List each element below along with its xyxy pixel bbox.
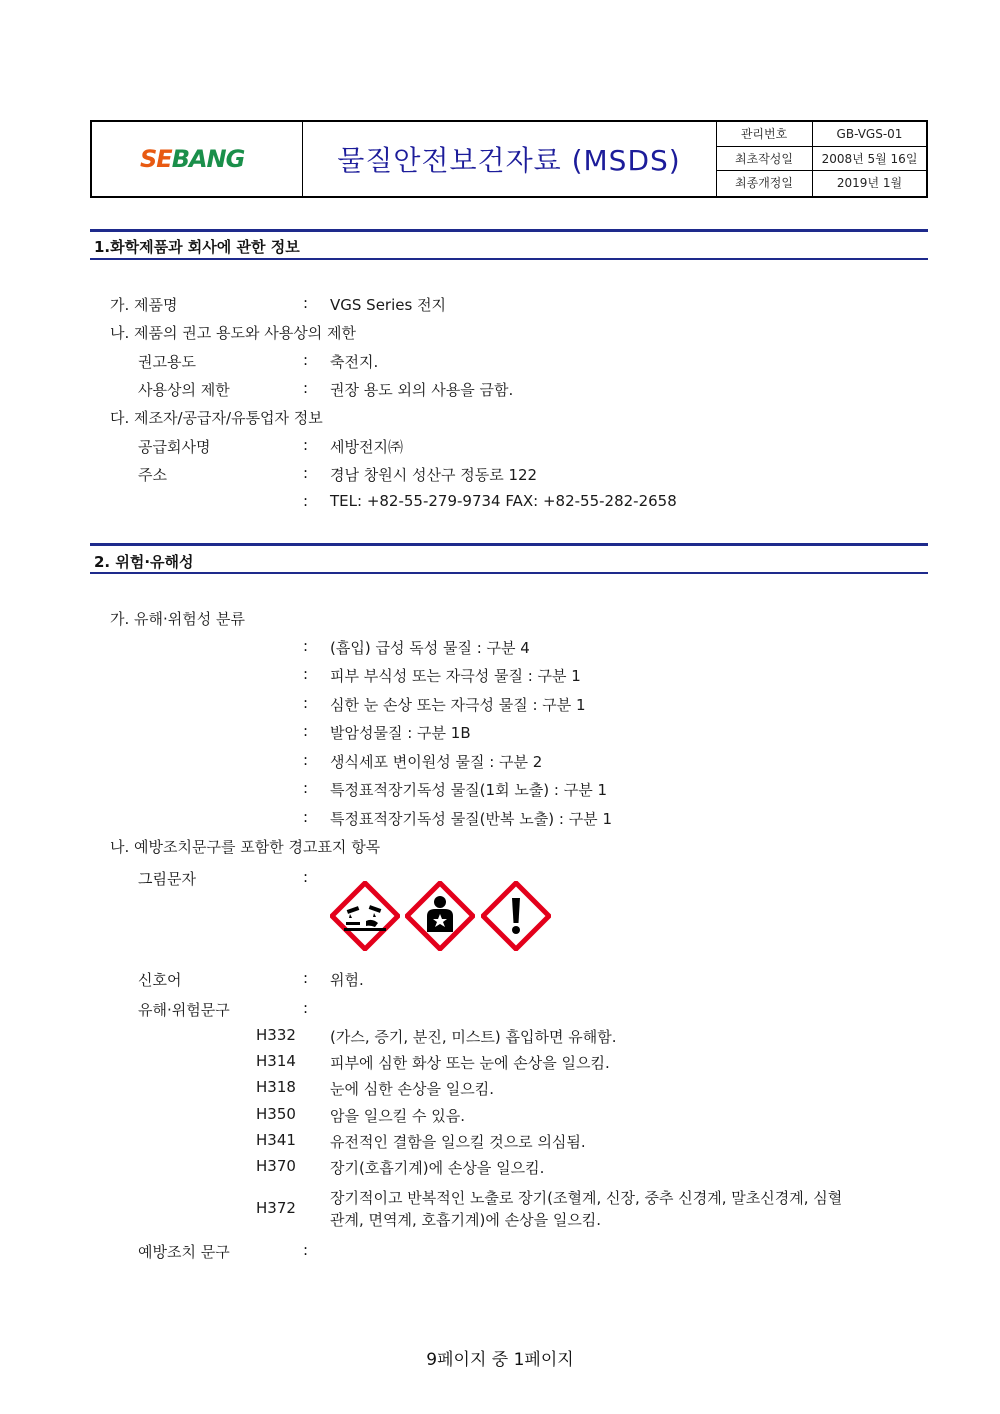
section-divider (90, 543, 928, 546)
hazard-code: H350 (256, 1105, 296, 1123)
document-title: 물질안전보건자료 (MSDS) (337, 144, 681, 177)
colon: : (303, 751, 309, 769)
hazard-statement: (가스, 증기, 분진, 미스트) 흡입하면 유해함. (330, 1028, 617, 1046)
hazard-class: 심한 눈 손상 또는 자극성 물질 : 구분 1 (330, 696, 586, 714)
colon: : (303, 969, 309, 987)
hazard-class: (흡입) 급성 독성 물질 : 구분 4 (330, 639, 530, 657)
section-2-title: 2. 위험·유해성 (94, 553, 194, 571)
hazard-statement-line: 장기적이고 반복적인 노출로 장기(조혈계, 신장, 중추 신경계, 말초신경계, 심혈 (330, 1189, 843, 1207)
hazard-statement: 유전적인 결함을 일으킬 것으로 의심됨. (330, 1133, 586, 1151)
colon: : (303, 808, 309, 826)
colon: : (303, 694, 309, 712)
meta-row (716, 147, 926, 172)
product-label: 가. 제품명 (110, 296, 178, 314)
hazard-code: H372 (256, 1199, 296, 1217)
logo-part-se: SE (140, 145, 172, 173)
meta-value: GB-VGS-01 (836, 127, 903, 141)
meta-label: 관리번호 (716, 122, 813, 146)
hazard-code: H341 (256, 1131, 296, 1149)
colon: : (303, 492, 309, 510)
product-value: VGS Series 전지 (330, 296, 447, 314)
maker-heading: 다. 제조자/공급자/유통업자 정보 (110, 409, 323, 427)
colon: : (303, 351, 309, 369)
precaution-label: 예방조치 문구 (138, 1243, 230, 1261)
address-label: 주소 (138, 466, 167, 484)
meta-row (716, 171, 926, 196)
class-heading: 가. 유해·위험성 분류 (110, 610, 245, 628)
colon: : (303, 665, 309, 683)
meta-label: 최종개정일 (716, 171, 813, 196)
sebang-logo (140, 145, 244, 173)
corrosion-icon (330, 881, 400, 951)
company-label: 공급회사명 (138, 438, 211, 456)
hazard-class: 특정표적장기독성 물질(반복 노출) : 구분 1 (330, 810, 612, 828)
meta-label: 최초작성일 (716, 147, 813, 171)
meta-row (716, 122, 926, 147)
signal-label: 신호어 (138, 971, 182, 989)
hazard-class: 특정표적장기독성 물질(1회 노출) : 구분 1 (330, 781, 608, 799)
hazard-code: H370 (256, 1157, 296, 1175)
colon: : (303, 379, 309, 397)
colon: : (303, 779, 309, 797)
use-value: 축전지. (330, 353, 379, 371)
section-divider (90, 229, 928, 232)
signal-value: 위험. (330, 971, 364, 989)
hazard-statement: 피부에 심한 화상 또는 눈에 손상을 일으킴. (330, 1054, 610, 1072)
colon: : (303, 999, 309, 1017)
address-value: 경남 창원시 성산구 정동로 122 (330, 466, 538, 484)
hazard-class: 피부 부식성 또는 자극성 물질 : 구분 1 (330, 667, 581, 685)
section-divider (90, 572, 928, 574)
hazard-statement-line: 관계, 면역계, 호흡기계)에 손상을 일으킴. (330, 1211, 602, 1229)
colon: : (303, 294, 309, 312)
colon: : (303, 637, 309, 655)
section-divider (90, 258, 928, 260)
exclamation-icon (481, 881, 551, 951)
hazard-statement: 장기(호흡기계)에 손상을 일으킴. (330, 1159, 545, 1177)
use-heading: 나. 제품의 권고 용도와 사용상의 제한 (110, 324, 356, 342)
page-footer: 9페이지 중 1페이지 (426, 1350, 574, 1370)
contact-value: TEL: +82-55-279-9734 FAX: +82-55-282-2658 (330, 492, 677, 510)
hazard-code: H332 (256, 1026, 296, 1044)
pictogram-label: 그림문자 (138, 870, 196, 888)
hazard-label: 유해·위험문구 (138, 1001, 230, 1019)
limit-value: 권장 용도 외의 사용을 금함. (330, 381, 514, 399)
colon: : (303, 436, 309, 454)
hazard-statement: 눈에 심한 손상을 일으킴. (330, 1080, 494, 1098)
hazard-class: 발암성물질 : 구분 1B (330, 724, 471, 742)
label-heading: 나. 예방조치문구를 포함한 경고표지 항목 (110, 838, 381, 856)
colon: : (303, 722, 309, 740)
title-cell (302, 122, 717, 196)
limit-label: 사용상의 제한 (138, 381, 230, 399)
hazard-code: H318 (256, 1078, 296, 1096)
company-value: 세방전지㈜ (330, 438, 403, 456)
meta-value: 2019년 1월 (836, 176, 903, 191)
use-label: 권고용도 (138, 353, 196, 371)
hazard-class: 생식세포 변이원성 물질 : 구분 2 (330, 753, 543, 771)
hazard-code: H314 (256, 1052, 296, 1070)
colon: : (303, 868, 309, 886)
meta-table (716, 122, 926, 196)
health-hazard-icon (405, 881, 475, 951)
section-1-title: 1.화학제품과 회사에 관한 정보 (94, 238, 300, 256)
colon: : (303, 1241, 309, 1259)
logo-part-bang: BANG (171, 145, 245, 173)
hazard-statement: 암을 일으킬 수 있음. (330, 1107, 465, 1125)
meta-value: 2008년 5월 16일 (821, 151, 918, 166)
colon: : (303, 464, 309, 482)
